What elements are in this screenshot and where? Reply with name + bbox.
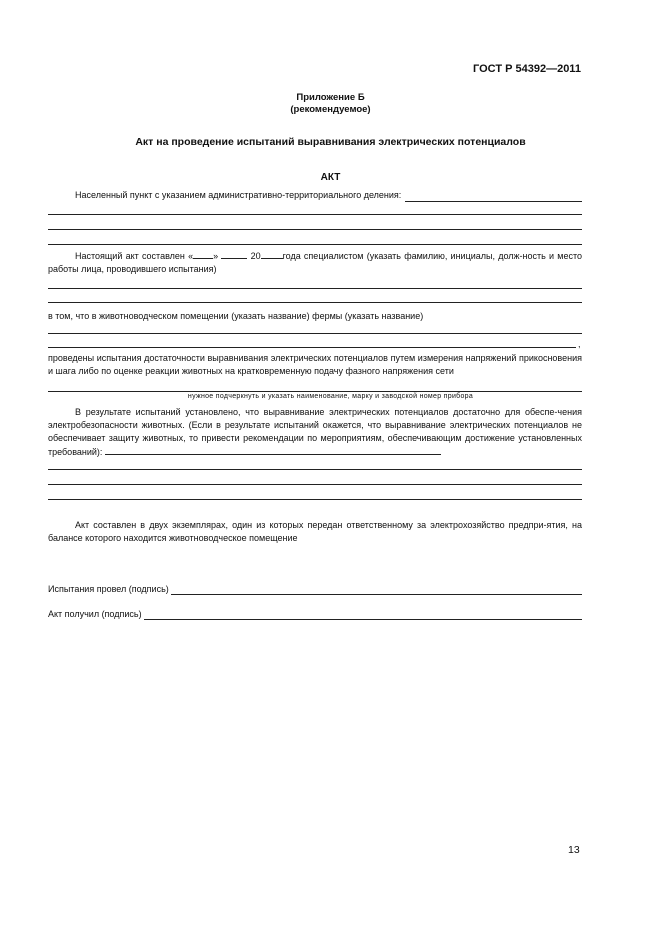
blank-line[interactable] — [48, 229, 582, 230]
method-text: проведены испытания достаточности выравнивания электрических потенциалов путем измерения напряжений прикосновения и шага либо по оценке реакции животных на кратковременную подачу фазного напряжения сети — [48, 353, 582, 376]
document-title: Акт на проведение испытаний выравнивания электрических потенциалов — [135, 136, 526, 148]
tested-by-blank[interactable] — [171, 584, 582, 595]
result-blank[interactable] — [105, 445, 441, 455]
act-heading: АКТ — [320, 172, 341, 183]
blank-line[interactable] — [48, 302, 582, 303]
blank-line[interactable] — [48, 484, 582, 485]
standard-number: ГОСТ Р 54392—2011 — [473, 63, 581, 75]
act-date-field — [48, 249, 582, 276]
act-date-specialist-text: года специалистом (указать фамилию, инициалы, долж-ность и место работы лица, проводившего испытания) — [48, 251, 582, 274]
received-by-blank[interactable] — [144, 609, 582, 620]
appendix-label: Приложение Б — [296, 92, 365, 103]
blank-line[interactable] — [48, 244, 582, 245]
result-body: В результате испытаний установлено, что выравнивание электрических потенциалов достаточно для обеспе-чения электробезопасности животных. (Если в результате испытаний окажется, что выравнивание электрических потенциалов не обеспечивает защиту животных, то привести рекомендации по мероприятиям, обеспечивающим достижение установленных требований): — [48, 407, 582, 457]
blank-line[interactable] — [48, 333, 582, 334]
month-blank[interactable] — [221, 249, 247, 259]
farm-text: в том, что в животноводческом помещении (указать название) фермы (указать название) — [48, 311, 424, 321]
comma: , — [578, 339, 581, 349]
blank-line[interactable] — [48, 214, 582, 215]
tested-by-signature — [48, 583, 582, 595]
page-number: 13 — [568, 844, 580, 856]
act-date-quote: » — [213, 251, 219, 261]
year-blank[interactable] — [261, 249, 283, 259]
copies-text: Акт составлен в двух экземплярах, один из которых передан ответственному за электрохозяйство предпри-ятия, на балансе которого находится животноводческое помещение — [48, 520, 582, 543]
act-date-text: Настоящий акт составлен « — [75, 251, 194, 261]
appendix-status: (рекомендуемое) — [290, 104, 371, 115]
day-blank[interactable] — [193, 249, 213, 259]
device-caption: нужное подчеркнуть и указать наименование, марку и заводской номер прибора — [187, 393, 474, 400]
received-by-signature — [48, 608, 582, 620]
result-text — [48, 406, 582, 459]
settlement-field — [48, 189, 582, 202]
blank-line[interactable] — [48, 347, 576, 348]
appendix-heading — [0, 92, 661, 116]
tested-by-label: Испытания провел (подпись) — [48, 584, 169, 594]
blank-line[interactable] — [48, 288, 582, 289]
act-date-century: 20 — [250, 251, 261, 261]
received-by-label: Акт получил (подпись) — [48, 609, 142, 619]
settlement-label: Населенный пункт с указанием административно-территориального деления: — [75, 190, 402, 200]
device-blank-line[interactable] — [48, 391, 582, 392]
settlement-blank[interactable] — [405, 191, 582, 202]
blank-line[interactable] — [48, 499, 582, 500]
blank-line[interactable] — [48, 469, 582, 470]
